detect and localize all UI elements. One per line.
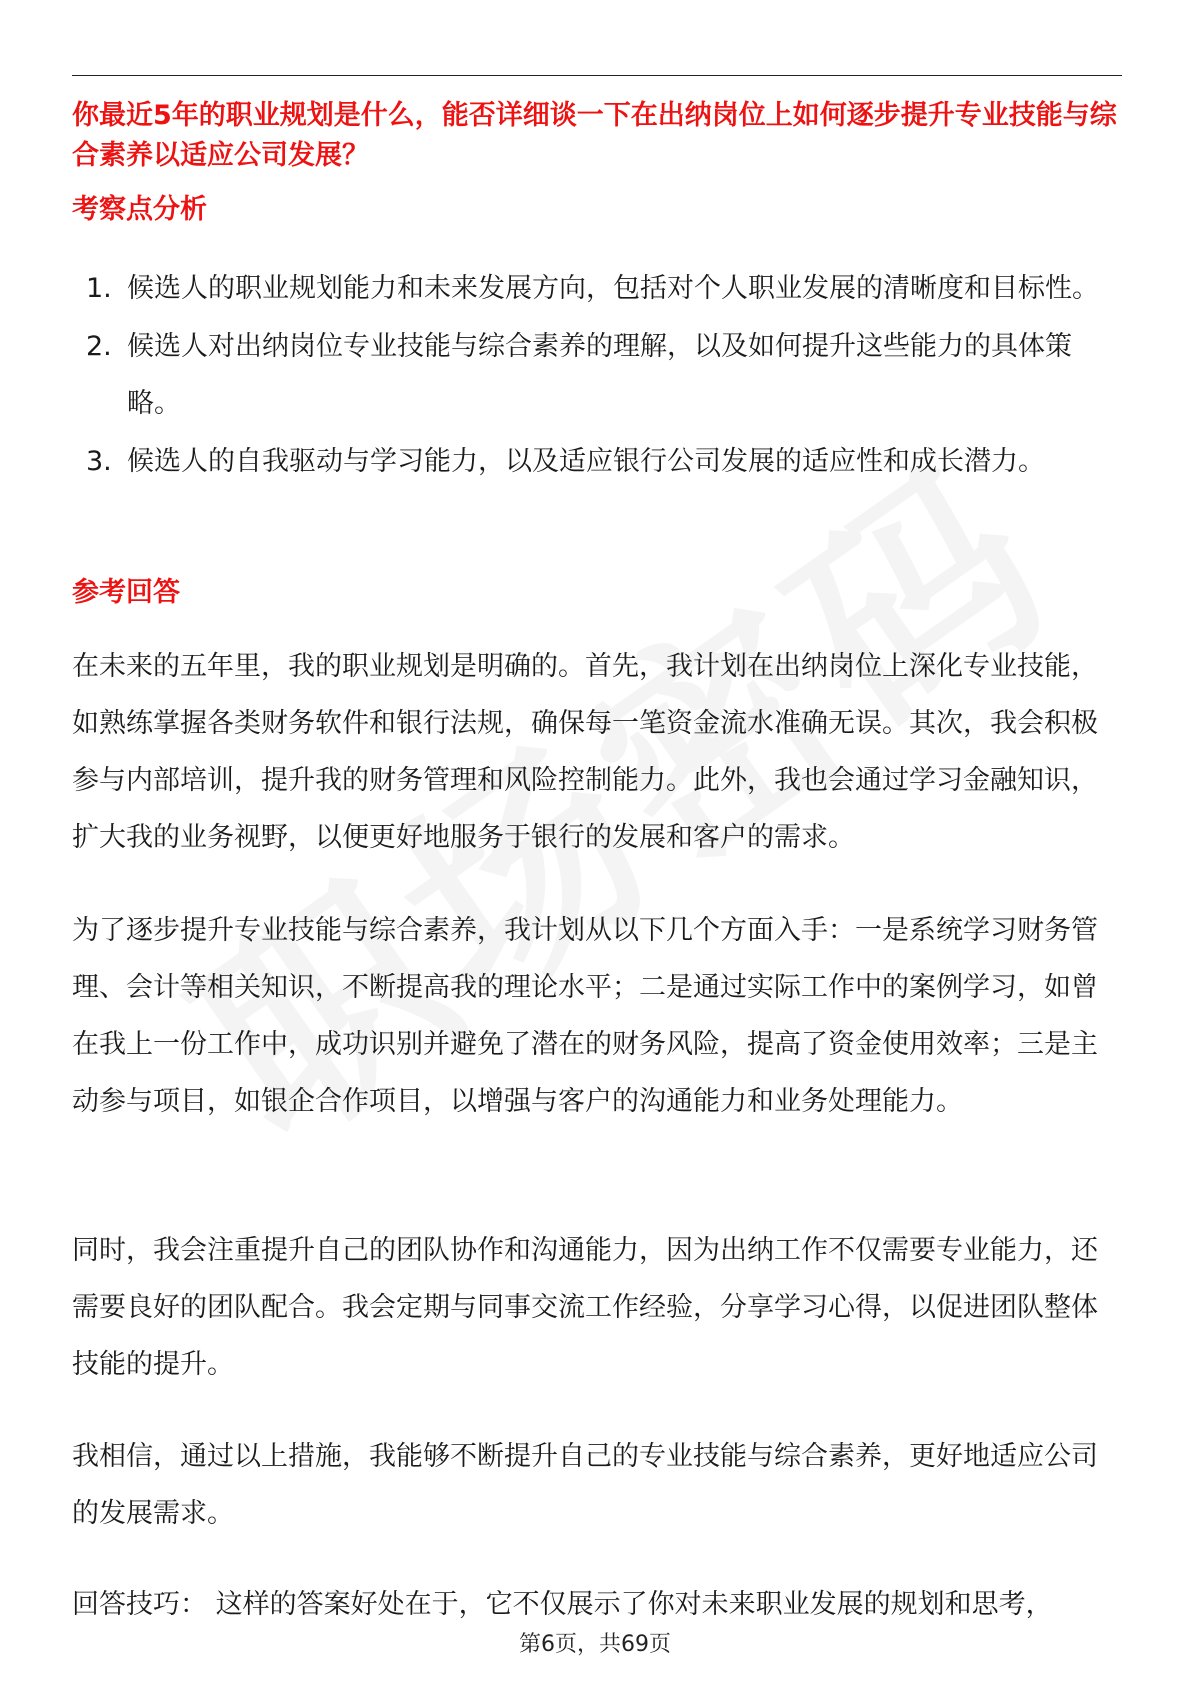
- analysis-list: [72, 260, 1122, 491]
- question-heading: 你最近5年的职业规划是什么，能否详细谈一下在出纳岗位上如何逐步提升专业技能与综合素养以适应公司发展？: [72, 100, 1117, 171]
- list-item-number: 1.: [86, 273, 112, 304]
- answer-paragraph: 同时，我会注重提升自己的团队协作和沟通能力，因为出纳工作不仅需要专业能力，还需要良好的团队配合。我会定期与同事交流工作经验，分享学习心得，以促进团队整体技能的提升。: [72, 1235, 1098, 1380]
- list-item-text: 候选人对出纳岗位专业技能与综合素养的理解，以及如何提升这些能力的具体策略。: [127, 331, 1072, 419]
- list-item-number: 3.: [86, 446, 112, 477]
- answer-paragraph: 在未来的五年里，我的职业规划是明确的。首先，我计划在出纳岗位上深化专业技能，如熟练掌握各类财务软件和银行法规，确保每一笔资金流水准确无误。其次，我会积极参与内部培训，提升我的财务管理和风险控制能力。此外，我也会通过学习金融知识，扩大我的业务视野，以便更好地服务于银行的发展和客户的需求。: [72, 651, 1098, 853]
- list-item: [72, 318, 1122, 432]
- list-item-text: 候选人的职业规划能力和未来发展方向，包括对个人职业发展的清晰度和目标性。: [127, 273, 1099, 304]
- answer-paragraph: 我相信，通过以上措施，我能够不断提升自己的专业技能与综合素养，更好地适应公司的发展需求。: [72, 1441, 1098, 1529]
- top-divider: [72, 75, 1122, 76]
- answer-tips-paragraph: 回答技巧： 这样的答案好处在于，它不仅展示了你对未来职业发展的规划和思考，: [72, 1589, 1053, 1620]
- list-item-number: 2.: [86, 331, 112, 362]
- page-footer: 第6页，共69页: [519, 1632, 671, 1657]
- list-item-text: 候选人的自我驱动与学习能力，以及适应银行公司发展的适应性和成长潜力。: [127, 446, 1045, 477]
- list-item: [72, 433, 1122, 490]
- analysis-section-title: 考察点分析: [72, 194, 207, 225]
- list-item: [72, 260, 1122, 317]
- answer-section-title: 参考回答: [72, 577, 180, 608]
- answer-paragraph: 为了逐步提升专业技能与综合素养，我计划从以下几个方面入手：一是系统学习财务管理、会计等相关知识，不断提高我的理论水平；二是通过实际工作中的案例学习，如曾在我上一份工作中，成功识别并避免了潜在的财务风险，提高了资金使用效率；三是主动参与项目，如银企合作项目，以增强与客户的沟通能力和业务处理能力。: [72, 915, 1098, 1117]
